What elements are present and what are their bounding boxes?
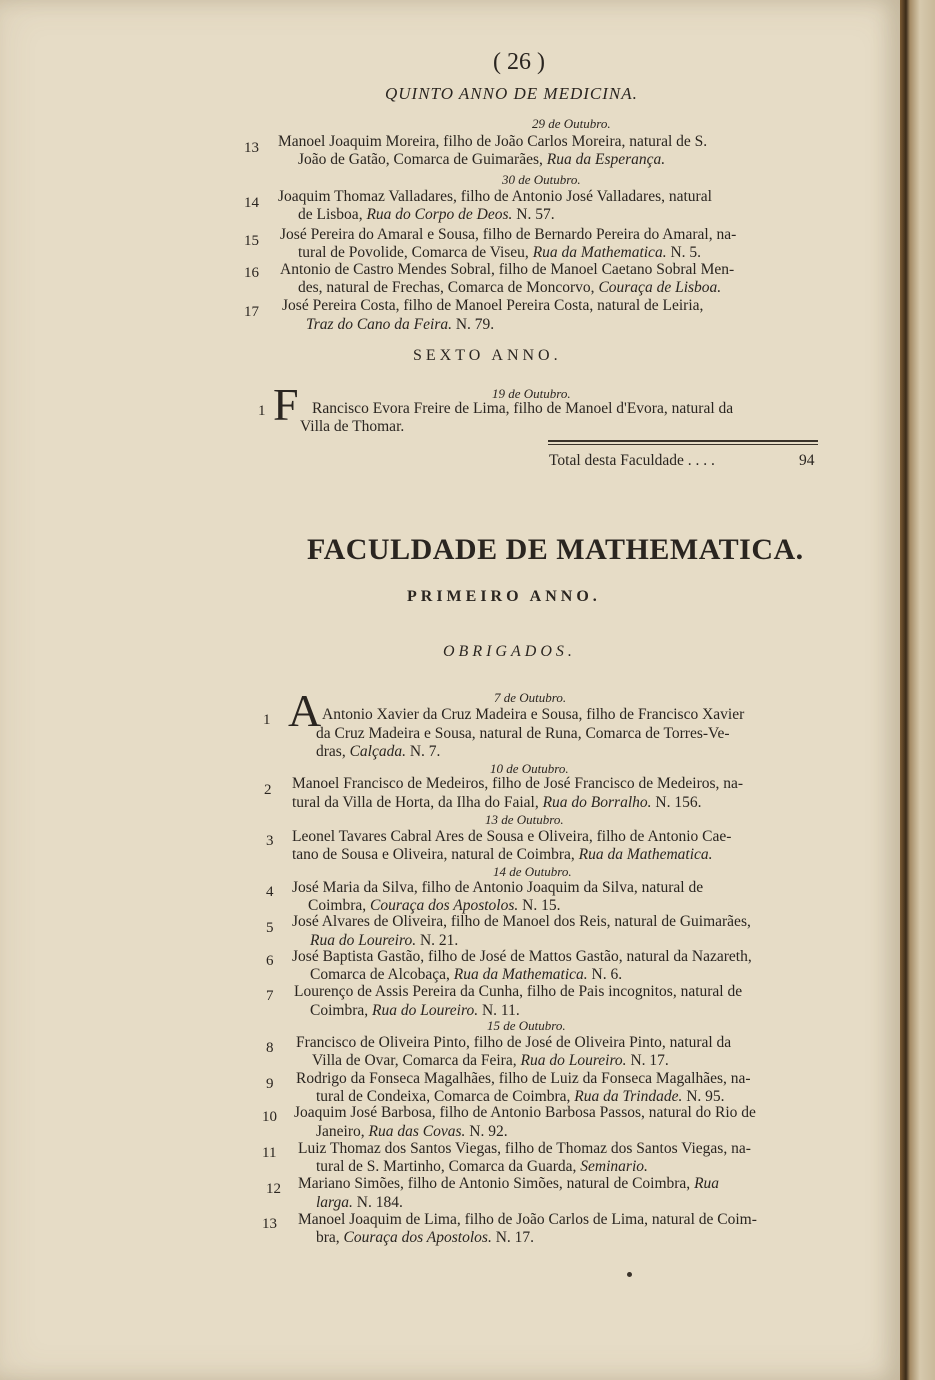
entry-line: da Cruz Madeira e Sousa, natural de Runa, Comarca de Torres-Ve- — [316, 725, 730, 742]
entry-number: 5 — [266, 920, 274, 936]
entry-date: 10 de Outubro. — [490, 761, 569, 776]
entry-number: 13 — [244, 140, 259, 156]
total-rule — [548, 444, 818, 445]
drop-cap: A — [288, 685, 322, 736]
book-spine — [900, 0, 935, 1380]
total-label: Total desta Faculdade . . . . — [549, 452, 715, 469]
entry-number: 6 — [266, 953, 274, 969]
entry-line: Villa de Ovar, Comarca da Feira, Rua do Loureiro. N. 17. — [312, 1052, 669, 1069]
entry-date: 14 de Outubro. — [493, 864, 572, 879]
entry-line: bra, Couraça dos Apostolos. N. 17. — [316, 1229, 535, 1246]
page-number: ( 26 ) — [493, 49, 545, 75]
entry-number: 1 — [258, 403, 266, 419]
entry-number: 9 — [266, 1076, 274, 1092]
entry-line: Manoel Joaquim Moreira, filho de João Carlos Moreira, natural de S. — [278, 133, 708, 150]
entry-date: 19 de Outubro. — [492, 386, 571, 401]
entry-number: 12 — [266, 1181, 281, 1197]
entry-number: 14 — [244, 195, 259, 211]
entry-line: tural de S. Martinho, Comarca da Guarda, Seminario. — [316, 1158, 648, 1175]
entry-line: Traz do Cano da Feira. N. 79. — [306, 316, 495, 333]
entry-line: tural de Povolide, Comarca de Viseu, Rua da Mathematica. N. 5. — [298, 244, 702, 261]
entry-number: 7 — [266, 988, 274, 1004]
entry-line: Coimbra, Rua do Loureiro. N. 11. — [310, 1002, 520, 1019]
entry-number: 1 — [263, 712, 271, 728]
heading-obrigados: OBRIGADOS. — [443, 643, 576, 660]
entry-line: Comarca de Alcobaça, Rua da Mathematica. N. 6. — [310, 966, 623, 983]
total-value: 94 — [799, 452, 815, 469]
entry-line: Villa de Thomar. — [300, 418, 405, 435]
entry-line: de Lisboa, Rua do Corpo de Deos. N. 57. — [298, 206, 555, 223]
entry-line: Manoel Francisco de Medeiros, filho de José Francisco de Medeiros, na- — [292, 775, 744, 792]
entry-line: Manoel Joaquim de Lima, filho de João Carlos de Lima, natural de Coim- — [298, 1211, 757, 1228]
ink-dot — [627, 1272, 632, 1277]
entry-number: 2 — [264, 782, 272, 798]
entry-line: Joaquim Thomaz Valladares, filho de Antonio José Valladares, natural — [278, 188, 712, 205]
entry-line: José Pereira Costa, filho de Manoel Pereira Costa, natural de Leiria, — [282, 297, 704, 314]
entry-line: Leonel Tavares Cabral Ares de Sousa e Oliveira, filho de Antonio Cae- — [292, 828, 732, 845]
entry-number: 15 — [244, 233, 259, 249]
entry-number: 10 — [262, 1109, 277, 1125]
entry-line: Rancisco Evora Freire de Lima, filho de Manoel d'Evora, natural da — [312, 400, 734, 417]
entry-number: 16 — [244, 265, 259, 281]
drop-cap: F — [273, 379, 299, 430]
entry-line: Coimbra, Couraça dos Apostolos. N. 15. — [308, 897, 561, 914]
entry-date: 30 de Outubro. — [502, 172, 581, 187]
entry-line: Francisco de Oliveira Pinto, filho de José de Oliveira Pinto, natural da — [296, 1034, 732, 1051]
entry-line: João de Gatão, Comarca de Guimarães, Rua da Esperança. — [298, 151, 666, 168]
entry-number: 3 — [266, 833, 274, 849]
entry-line: Lourenço de Assis Pereira da Cunha, filho de Pais incognitos, natural de — [294, 983, 743, 1000]
entry-line: tural da Villa de Horta, da Ilha do Faial, Rua do Borralho. N. 156. — [292, 794, 702, 811]
entry-line: Antonio Xavier da Cruz Madeira e Sousa, filho de Francisco Xavier — [322, 706, 745, 723]
entry-line: Mariano Simões, filho de Antonio Simões, natural de Coimbra, Rua — [298, 1175, 720, 1192]
entry-line: Joaquim José Barbosa, filho de Antonio Barbosa Passos, natural do Rio de — [294, 1104, 756, 1121]
entry-date: 7 de Outubro. — [494, 690, 567, 705]
entry-line: José Alvares de Oliveira, filho de Manoel dos Reis, natural de Guimarães, — [292, 913, 751, 930]
entry-line: Rodrigo da Fonseca Magalhães, filho de Luiz da Fonseca Magalhães, na- — [296, 1070, 751, 1087]
entry-line: Luiz Thomaz dos Santos Viegas, filho de Thomaz dos Santos Viegas, na- — [298, 1140, 751, 1157]
entry-date: 13 de Outubro. — [485, 812, 564, 827]
entry-line: larga. N. 184. — [316, 1194, 403, 1211]
entry-date: 15 de Outubro. — [487, 1018, 566, 1033]
entry-date: 29 de Outubro. — [532, 116, 611, 131]
entry-line: Rua do Loureiro. N. 21. — [310, 932, 459, 949]
entry-number: 17 — [244, 304, 259, 320]
faculty-title: FACULDADE DE MATHEMATICA. — [307, 533, 804, 566]
entry-line: dras, Calçada. N. 7. — [316, 743, 441, 760]
entry-line: José Pereira do Amaral e Sousa, filho de Bernardo Pereira do Amaral, na- — [280, 226, 737, 243]
entry-line: tano de Sousa e Oliveira, natural de Coimbra, Rua da Mathematica. — [292, 846, 713, 863]
heading-sexto-anno: SEXTO ANNO. — [413, 347, 562, 364]
entry-line: Antonio de Castro Mendes Sobral, filho de Manoel Caetano Sobral Men- — [280, 261, 735, 278]
entry-number: 11 — [262, 1145, 277, 1161]
entry-number: 4 — [266, 884, 274, 900]
entry-line: José Baptista Gastão, filho de José de Mattos Gastão, natural da Nazareth, — [292, 948, 752, 965]
entry-line: des, natural de Frechas, Comarca de Moncorvo, Couraça de Lisboa. — [298, 279, 722, 296]
entry-line: tural de Condeixa, Comarca de Coimbra, Rua da Trindade. N. 95. — [316, 1088, 725, 1105]
total-rule — [548, 440, 818, 442]
entry-line: Janeiro, Rua das Covas. N. 92. — [316, 1123, 508, 1140]
heading-primeiro-anno: PRIMEIRO ANNO. — [407, 588, 601, 605]
entry-number: 13 — [262, 1216, 277, 1232]
entry-line: José Maria da Silva, filho de Antonio Joaquim da Silva, natural de — [292, 879, 704, 896]
section-title-quinto-anno: QUINTO ANNO DE MEDICINA. — [385, 84, 638, 103]
entry-number: 8 — [266, 1040, 274, 1056]
